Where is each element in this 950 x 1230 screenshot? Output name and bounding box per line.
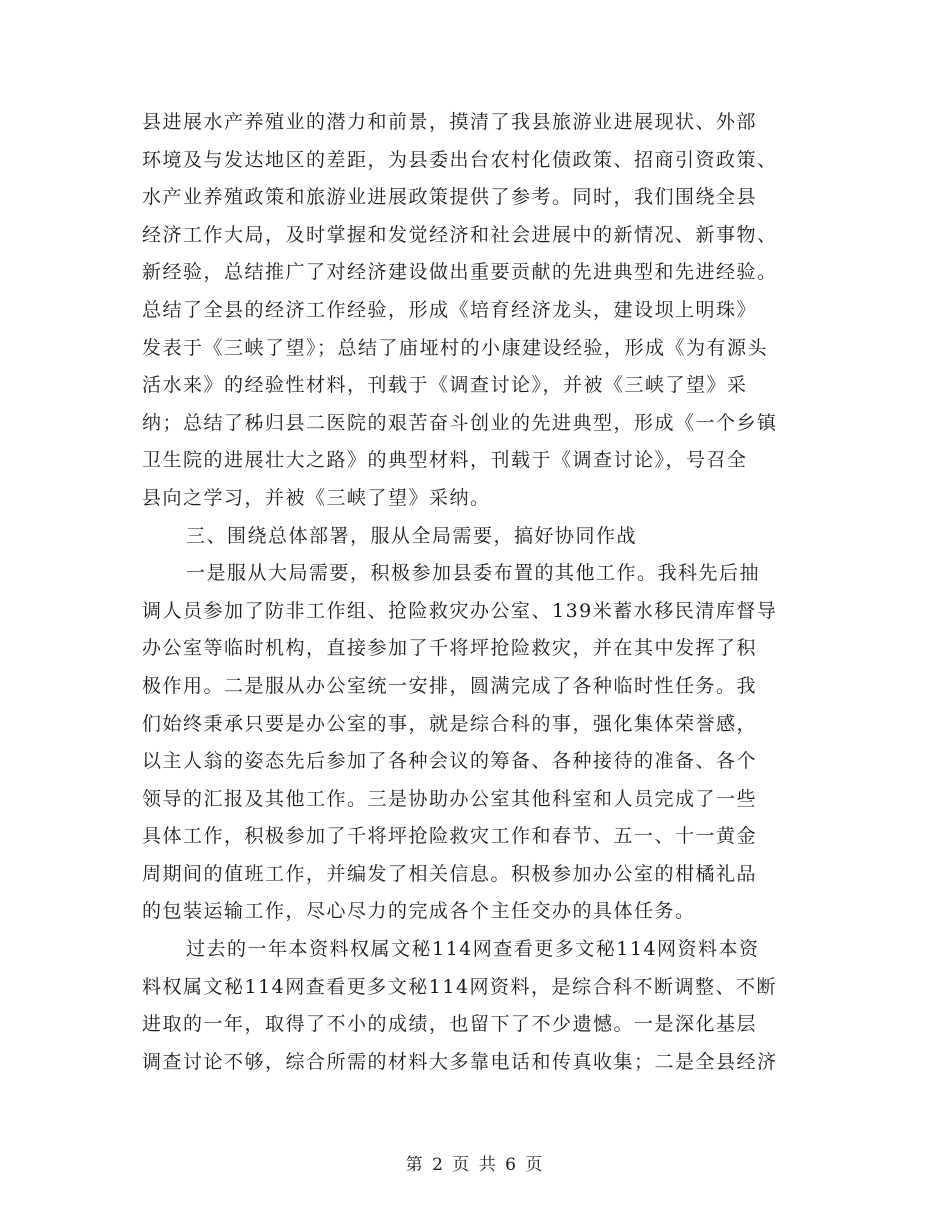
text-line: 领导的汇报及其他工作。三是协助办公室其他科室和人员完成了一些 xyxy=(142,787,758,810)
text-line: 活水来》的经验性材料，刊载于《调查讨论》，并被《三峡了望》采 xyxy=(142,374,748,397)
section-heading: 三、围绕总体部署，服从全局需要，搞好协同作战 xyxy=(186,524,638,547)
text-line: 调人员参加了防非工作组、抢险救灾办公室、139米蓄水移民清库督导 xyxy=(142,599,778,622)
text-line: 水产业养殖政策和旅游业进展政策提供了参考。同时，我们围绕全县 xyxy=(142,186,758,209)
text-line: 一是服从大局需要，积极参加县委布置的其他工作。我科先后抽 xyxy=(186,562,761,585)
text-line: 的包装运输工作，尽心尽力的完成各个主任交办的具体任务。 xyxy=(142,900,696,923)
text-line: 料权属文秘114网查看更多文秘114网资料，是综合科不断调整、不断 xyxy=(142,975,778,998)
text-line: 环境及与发达地区的差距，为县委出台农村化债政策、招商引资政策、 xyxy=(142,148,778,171)
text-line: 纳；总结了秭归县二医院的艰苦奋斗创业的先进典型，形成《一个乡镇 xyxy=(142,411,778,434)
text-line: 发表于《三峡了望》；总结了庙垭村的小康建设经验，形成《为有源头 xyxy=(142,336,769,359)
text-line: 具体工作，积极参加了千将坪抢险救灾工作和春节、五一、十一黄金 xyxy=(142,825,758,848)
text-line: 进取的一年，取得了不小的成绩，也留下了不少遗憾。一是深化基层 xyxy=(142,1013,758,1036)
text-line: 新经验，总结推广了对经济建设做出重要贡献的先进典型和先进经验。 xyxy=(142,261,778,284)
text-line: 调查讨论不够，综合所需的材料大多靠电话和传真收集；二是全县经济 xyxy=(142,1050,778,1073)
text-line: 过去的一年本资料权属文秘114网查看更多文秘114网资料本资 xyxy=(186,938,760,961)
text-line: 县向之学习，并被《三峡了望》采纳。 xyxy=(142,486,491,509)
text-line: 们始终秉承只要是办公室的事，就是综合科的事，强化集体荣誉感， xyxy=(142,712,758,735)
text-line: 经济工作大局，及时掌握和发觉经济和社会进展中的新情况、新事物、 xyxy=(142,223,778,246)
text-line: 以主人翁的姿态先后参加了各种会议的筹备、各种接待的准备、各个 xyxy=(142,750,758,773)
text-line: 周期间的值班工作，并编发了相关信息。积极参加办公室的柑橘礼品 xyxy=(142,862,758,885)
text-line: 卫生院的进展壮大之路》的典型材料，刊载于《调查讨论》，号召全 xyxy=(142,449,748,472)
text-line: 总结了全县的经济工作经验，形成《培育经济龙头，建设坝上明珠》 xyxy=(142,298,758,321)
text-line: 办公室等临时机构，直接参加了千将坪抢险救灾，并在其中发挥了积 xyxy=(142,637,758,660)
page-number: 第 2 页 共 6 页 xyxy=(405,1155,545,1175)
text-line: 县进展水产养殖业的潜力和前景，摸清了我县旅游业进展现状、外部 xyxy=(142,111,758,133)
text-line: 极作用。二是服从办公室统一安排，圆满完成了各种临时性任务。我 xyxy=(142,674,758,697)
document-body xyxy=(142,104,812,1081)
